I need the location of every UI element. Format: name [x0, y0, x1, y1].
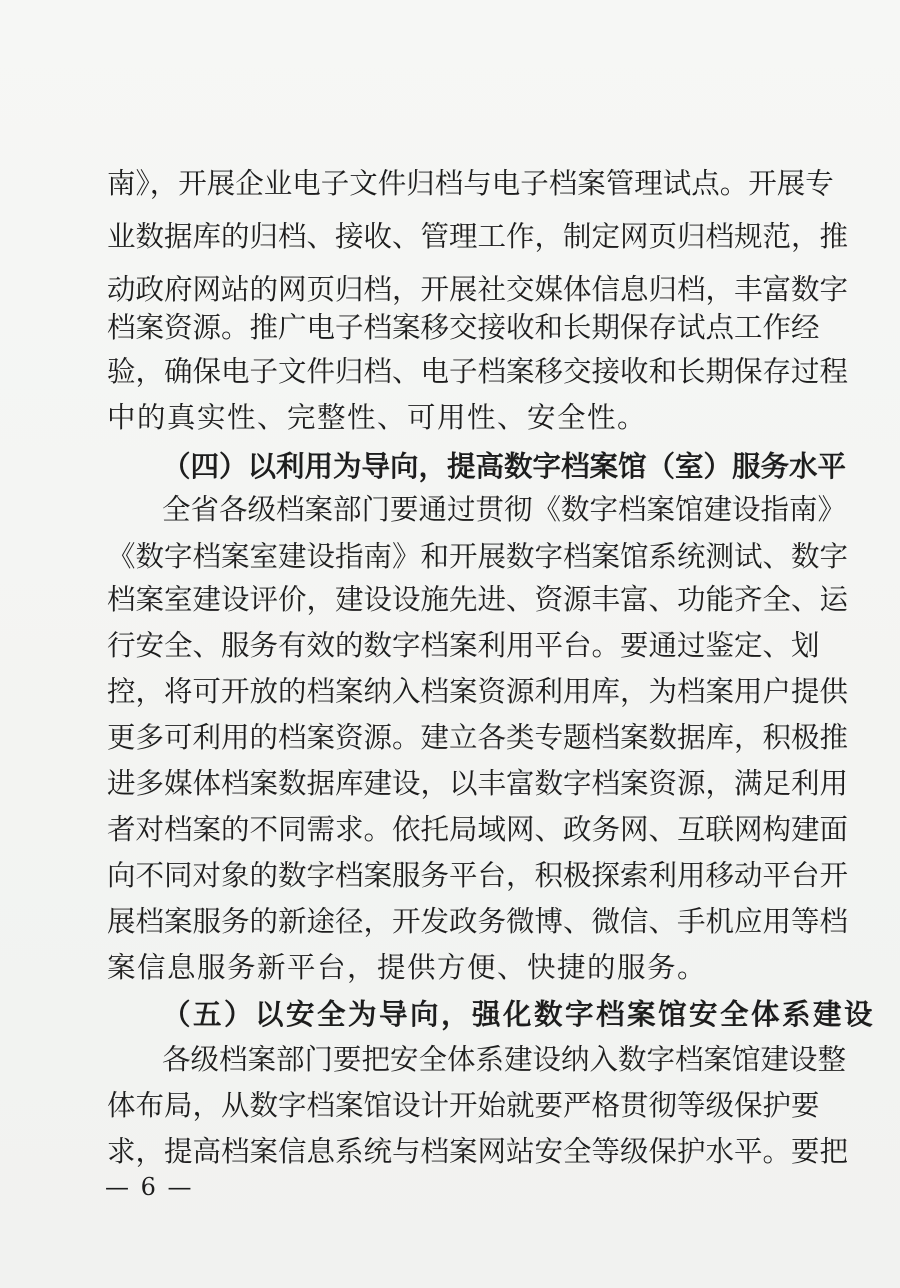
body-text-line: 体布局，从数字档案馆设计开始就要严格贯彻等级保护要 [107, 1089, 820, 1122]
page-number: — 6 — [105, 1173, 194, 1201]
section-heading-4: （四）以利用为导向，提高数字档案馆（室）服务水平 [162, 449, 847, 483]
body-text-line: 动政府网站的网页归档，开展社交媒体信息归档，丰富数字 [107, 273, 849, 306]
body-text-line: 向不同对象的数字档案服务平台，积极探索利用移动平台开 [107, 859, 849, 892]
body-text-line: 展档案服务的新途径，开发政务微博、微信、手机应用等档 [107, 905, 849, 938]
body-text-line: 南》，开展企业电子文件归档与电子档案管理试点。开展专 [107, 167, 834, 200]
body-text-line: 档案资源。推广电子档案移交接收和长期保存试点工作经 [107, 311, 820, 344]
body-text-line: 案信息服务新平台，提供方便、快捷的服务。 [107, 951, 708, 984]
paragraph-first-line: 各级档案部门要把安全体系建设纳入数字档案馆建设整 [162, 1043, 847, 1076]
body-text-line: 者对档案的不同需求。依托局域网、政务网、互联网构建面 [107, 813, 849, 846]
body-text-line: 业数据库的归档、接收、管理工作，制定网页归档规范，推 [107, 220, 849, 253]
section-heading-5: （五）以安全为导向，强化数字档案馆安全体系建设 [162, 997, 876, 1031]
body-text-line: 进多媒体档案数据库建设，以丰富数字档案资源，满足利用 [107, 767, 849, 800]
body-text-line: 档案室建设评价，建设设施先进、资源丰富、功能齐全、运 [107, 583, 849, 616]
body-text-line: 《数字档案室建设指南》和开展数字档案馆系统测试、数字 [107, 540, 849, 573]
body-text-line: 验，确保电子文件归档、电子档案移交接收和长期保存过程 [107, 355, 849, 388]
body-text-line: 控，将可开放的档案纳入档案资源利用库，为档案用户提供 [107, 675, 849, 708]
body-text-line: 求，提高档案信息系统与档案网站安全等级保护水平。要把 [107, 1135, 849, 1168]
paragraph-first-line: 全省各级档案部门要通过贯彻《数字档案馆建设指南》 [162, 493, 847, 526]
body-text-line: 中的真实性、完整性、可用性、安全性。 [107, 401, 648, 434]
body-text-line: 行安全、服务有效的数字档案利用平台。要通过鉴定、划 [107, 629, 820, 662]
body-text-line: 更多可利用的档案资源。建立各类专题档案数据库，积极推 [107, 721, 849, 754]
